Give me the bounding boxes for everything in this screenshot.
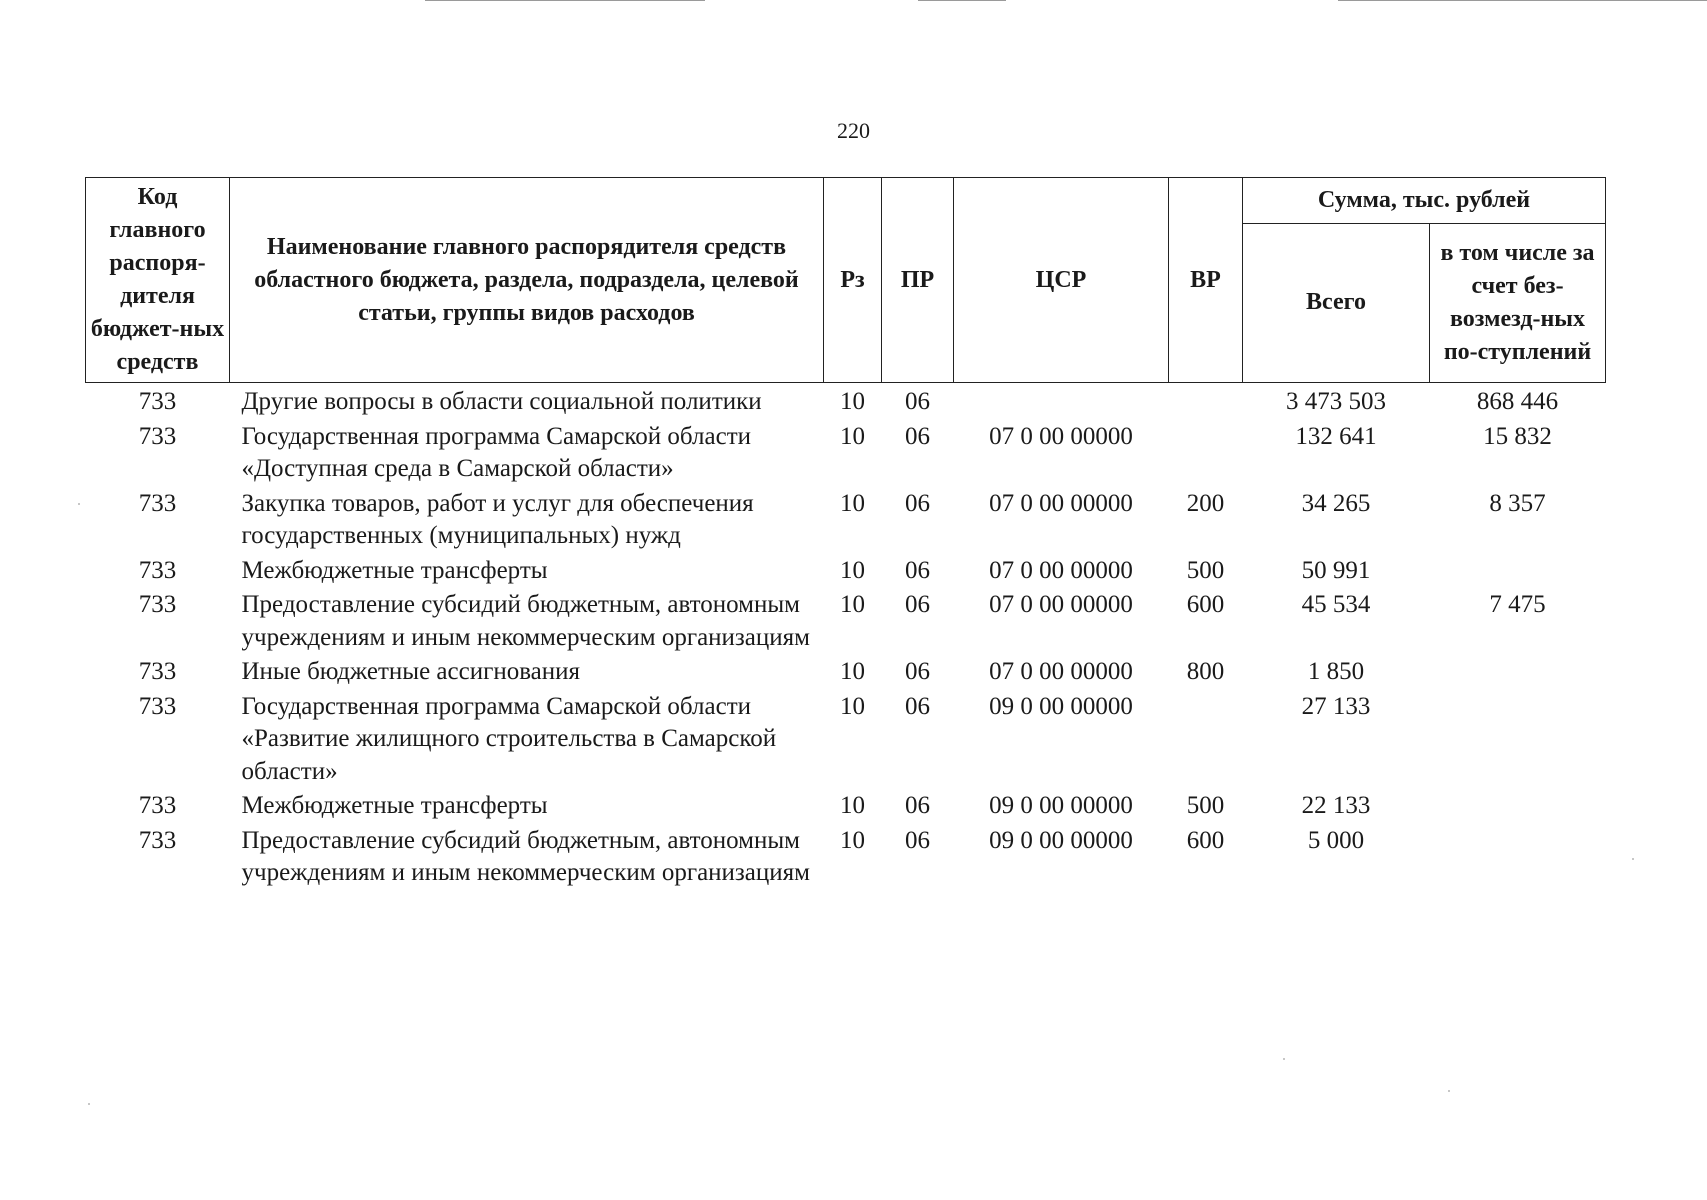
cell-name: Предоставление субсидий бюджетным, автономным учреждениям и иным некоммерческим организациям — [241, 826, 810, 886]
table-row — [86, 420, 1606, 487]
budget-table — [85, 177, 1606, 891]
table-row — [86, 588, 1606, 655]
cell-rz: 10 — [840, 792, 865, 819]
table-row — [86, 655, 1606, 690]
scan-line — [1338, 0, 1707, 1]
cell-vr — [1169, 420, 1243, 487]
header-code: Код главного распоря-дителя бюджет-ных средств — [86, 178, 230, 383]
header-rz: Рз — [824, 178, 882, 383]
table-header — [86, 178, 1606, 383]
table-row — [86, 824, 1606, 891]
cell-pr: 06 — [905, 556, 930, 584]
cell-code: 733 — [138, 591, 177, 618]
cell-vr: 600 — [1186, 591, 1225, 618]
scan-line — [918, 0, 1006, 1]
cell-name: Закупка товаров, работ и услуг для обеспечения государственных (муниципальных) нужд — [241, 489, 754, 549]
cell-name: Межбюджетные трансферты — [241, 556, 548, 584]
cell-name: Другие вопросы в области социальной политики — [241, 388, 762, 415]
page-number: 220 — [837, 118, 870, 143]
cell-code: 733 — [138, 658, 177, 685]
header-name: Наименование главного распорядителя средств областного бюджета, раздела, подраздела, целевой статьи, группы видов расходов — [230, 178, 824, 383]
cell-code: 733 — [138, 388, 177, 415]
cell-incl: 868 446 — [1476, 388, 1559, 415]
cell-vr: 500 — [1186, 556, 1225, 584]
cell-rz: 10 — [840, 692, 865, 720]
cell-csr: 07 0 00 00000 — [989, 658, 1133, 685]
table-body — [86, 383, 1606, 891]
cell-code: 733 — [138, 692, 177, 720]
header-incl: в том числе за счет без-возмезд-ных по-ступлений — [1430, 223, 1606, 382]
cell-pr: 06 — [905, 826, 930, 854]
cell-rz: 10 — [840, 591, 865, 618]
scan-speck — [88, 1103, 90, 1105]
cell-pr: 06 — [905, 422, 930, 450]
header-vr: ВР — [1169, 178, 1243, 383]
cell-vr: 800 — [1186, 658, 1225, 685]
cell-incl: 15 832 — [1483, 422, 1552, 450]
cell-rz: 10 — [840, 422, 865, 450]
cell-code: 733 — [138, 489, 177, 517]
cell-vr: 600 — [1186, 826, 1225, 854]
cell-total: 34 265 — [1301, 489, 1371, 517]
header-csr: ЦСР — [954, 178, 1169, 383]
cell-csr: 07 0 00 00000 — [989, 422, 1133, 450]
cell-rz: 10 — [840, 826, 865, 854]
cell-total: 22 133 — [1301, 792, 1371, 819]
cell-vr — [1169, 690, 1243, 790]
cell-total: 45 534 — [1301, 591, 1371, 618]
cell-csr: 09 0 00 00000 — [989, 792, 1133, 819]
cell-incl: 7 475 — [1489, 591, 1546, 618]
cell-csr: 09 0 00 00000 — [989, 826, 1133, 854]
cell-csr: 09 0 00 00000 — [989, 692, 1133, 720]
cell-total: 1 850 — [1307, 658, 1365, 685]
cell-csr — [954, 383, 1169, 420]
cell-csr: 07 0 00 00000 — [989, 556, 1133, 584]
header-total: Всего — [1243, 223, 1430, 382]
cell-csr: 07 0 00 00000 — [989, 591, 1133, 618]
header-pr: ПР — [882, 178, 954, 383]
scan-speck — [1632, 858, 1634, 860]
cell-incl — [1430, 690, 1606, 790]
cell-pr: 06 — [905, 489, 930, 517]
cell-incl — [1430, 824, 1606, 891]
table-row — [86, 690, 1606, 790]
cell-code: 733 — [138, 556, 177, 584]
cell-name: Межбюджетные трансферты — [241, 792, 548, 819]
cell-rz: 10 — [840, 388, 865, 415]
table-row — [86, 789, 1606, 824]
header-sum: Сумма, тыс. рублей — [1243, 178, 1606, 224]
cell-total: 27 133 — [1301, 692, 1371, 720]
cell-rz: 10 — [840, 556, 865, 584]
scan-line — [425, 0, 705, 1]
cell-incl — [1430, 554, 1606, 589]
table-row — [86, 554, 1606, 589]
cell-name: Иные бюджетные ассигнования — [241, 658, 581, 685]
cell-csr: 07 0 00 00000 — [989, 489, 1133, 517]
scan-speck — [1448, 1090, 1450, 1092]
cell-incl — [1430, 655, 1606, 690]
cell-name: Предоставление субсидий бюджетным, автономным учреждениям и иным некоммерческим организациям — [241, 591, 810, 651]
table-row — [86, 487, 1606, 554]
cell-vr — [1169, 383, 1243, 420]
cell-total: 5 000 — [1307, 826, 1365, 854]
cell-rz: 10 — [840, 489, 865, 517]
cell-name: Государственная программа Самарской области «Доступная среда в Самарской области» — [241, 422, 751, 482]
cell-code: 733 — [138, 792, 177, 819]
scan-speck — [1283, 1058, 1285, 1060]
cell-total: 132 641 — [1295, 422, 1377, 450]
table-row — [86, 383, 1606, 420]
cell-code: 733 — [138, 826, 177, 854]
scan-speck — [78, 503, 80, 505]
cell-pr: 06 — [905, 591, 930, 618]
cell-code: 733 — [138, 422, 177, 450]
cell-pr: 06 — [905, 658, 930, 685]
cell-rz: 10 — [840, 658, 865, 685]
cell-total: 50 991 — [1301, 556, 1371, 584]
cell-total: 3 473 503 — [1286, 388, 1386, 415]
cell-incl — [1430, 789, 1606, 824]
cell-vr: 200 — [1186, 489, 1225, 517]
cell-name: Государственная программа Самарской области «Развитие жилищного строительства в Самарской области» — [241, 692, 777, 785]
cell-pr: 06 — [905, 692, 930, 720]
cell-pr: 06 — [905, 792, 930, 819]
cell-vr: 500 — [1186, 792, 1225, 819]
cell-incl: 8 357 — [1489, 489, 1546, 517]
cell-pr: 06 — [905, 388, 930, 415]
